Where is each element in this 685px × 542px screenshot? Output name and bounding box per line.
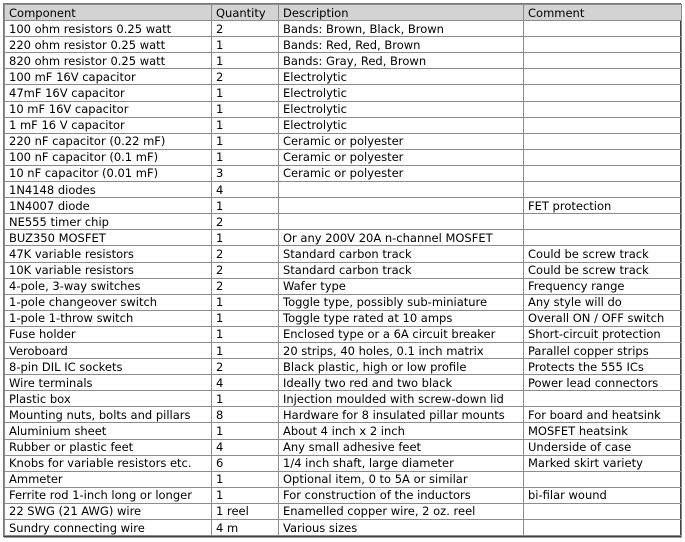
table-row bbox=[5, 520, 682, 536]
cell-component: 100 ohm resistors 0.25 watt bbox=[5, 21, 212, 37]
cell-comment: Short-circuit protection bbox=[524, 326, 682, 342]
table-row bbox=[5, 21, 682, 37]
cell-quantity: 1 bbox=[212, 471, 279, 487]
cell-comment bbox=[524, 53, 682, 69]
table-row bbox=[5, 391, 682, 407]
cell-description: Wafer type bbox=[279, 278, 524, 294]
cell-quantity: 6 bbox=[212, 455, 279, 471]
cell-comment: Parallel copper strips bbox=[524, 342, 682, 358]
cell-comment bbox=[524, 21, 682, 37]
cell-description: Electrolytic bbox=[279, 69, 524, 85]
cell-comment: Any style will do bbox=[524, 294, 682, 310]
cell-description: Electrolytic bbox=[279, 101, 524, 117]
cell-comment bbox=[524, 214, 682, 230]
cell-component: 1-pole 1-throw switch bbox=[5, 310, 212, 326]
cell-component: NE555 timer chip bbox=[5, 214, 212, 230]
cell-comment: Power lead connectors bbox=[524, 375, 682, 391]
cell-component: Ferrite rod 1-inch long or longer bbox=[5, 487, 212, 503]
table-row bbox=[5, 101, 682, 117]
cell-description: Or any 200V 20A n-channel MOSFET bbox=[279, 230, 524, 246]
cell-quantity: 4 bbox=[212, 439, 279, 455]
table-row bbox=[5, 359, 682, 375]
header-description: Description bbox=[279, 5, 524, 21]
cell-quantity: 1 bbox=[212, 198, 279, 214]
table-row bbox=[5, 294, 682, 310]
table-row bbox=[5, 117, 682, 133]
cell-comment bbox=[524, 520, 682, 536]
parts-list-body bbox=[5, 21, 682, 536]
cell-comment: Could be screw track bbox=[524, 262, 682, 278]
cell-component: Ammeter bbox=[5, 471, 212, 487]
cell-component: Fuse holder bbox=[5, 326, 212, 342]
table-row bbox=[5, 246, 682, 262]
table-row bbox=[5, 85, 682, 101]
table-row bbox=[5, 423, 682, 439]
cell-component: 220 ohm resistor 0.25 watt bbox=[5, 37, 212, 53]
table-row bbox=[5, 471, 682, 487]
cell-component: 47mF 16V capacitor bbox=[5, 85, 212, 101]
cell-description: Ceramic or polyester bbox=[279, 149, 524, 165]
cell-quantity: 2 bbox=[212, 214, 279, 230]
table-row bbox=[5, 69, 682, 85]
table-row bbox=[5, 326, 682, 342]
cell-comment: Could be screw track bbox=[524, 246, 682, 262]
table-row bbox=[5, 230, 682, 246]
table-row bbox=[5, 487, 682, 503]
cell-quantity: 2 bbox=[212, 278, 279, 294]
cell-description: Bands: Red, Red, Brown bbox=[279, 37, 524, 53]
cell-comment bbox=[524, 165, 682, 181]
table-row bbox=[5, 133, 682, 149]
cell-description: Bands: Gray, Red, Brown bbox=[279, 53, 524, 69]
cell-quantity: 1 bbox=[212, 53, 279, 69]
cell-quantity: 1 bbox=[212, 37, 279, 53]
cell-description: Electrolytic bbox=[279, 117, 524, 133]
cell-component: Knobs for variable resistors etc. bbox=[5, 455, 212, 471]
table-row bbox=[5, 342, 682, 358]
cell-quantity: 4 bbox=[212, 182, 279, 198]
table-row bbox=[5, 37, 682, 53]
cell-comment bbox=[524, 117, 682, 133]
cell-component: 1-pole changeover switch bbox=[5, 294, 212, 310]
cell-component: Sundry connecting wire bbox=[5, 520, 212, 536]
cell-quantity: 3 bbox=[212, 165, 279, 181]
parts-list-frame bbox=[3, 3, 681, 537]
cell-description bbox=[279, 182, 524, 198]
cell-quantity: 2 bbox=[212, 262, 279, 278]
cell-component: Wire terminals bbox=[5, 375, 212, 391]
cell-quantity: 8 bbox=[212, 407, 279, 423]
cell-description: Optional item, 0 to 5A or similar bbox=[279, 471, 524, 487]
table-row bbox=[5, 375, 682, 391]
cell-description: Standard carbon track bbox=[279, 246, 524, 262]
cell-component: Veroboard bbox=[5, 342, 212, 358]
cell-component: 10 mF 16V capacitor bbox=[5, 101, 212, 117]
cell-comment bbox=[524, 133, 682, 149]
cell-comment bbox=[524, 149, 682, 165]
cell-comment: Marked skirt variety bbox=[524, 455, 682, 471]
cell-component: Mounting nuts, bolts and pillars bbox=[5, 407, 212, 423]
cell-comment: Frequency range bbox=[524, 278, 682, 294]
cell-quantity: 1 bbox=[212, 101, 279, 117]
cell-comment: Protects the 555 ICs bbox=[524, 359, 682, 375]
cell-description: About 4 inch x 2 inch bbox=[279, 423, 524, 439]
cell-quantity: 1 bbox=[212, 230, 279, 246]
header-quantity: Quantity bbox=[212, 5, 279, 21]
cell-description: Bands: Brown, Black, Brown bbox=[279, 21, 524, 37]
cell-quantity: 1 bbox=[212, 117, 279, 133]
parts-list-table bbox=[4, 4, 682, 536]
cell-component: 22 SWG (21 AWG) wire bbox=[5, 503, 212, 519]
cell-description: Various sizes bbox=[279, 520, 524, 536]
cell-quantity: 1 bbox=[212, 391, 279, 407]
cell-comment: FET protection bbox=[524, 198, 682, 214]
cell-quantity: 2 bbox=[212, 246, 279, 262]
table-row bbox=[5, 407, 682, 423]
cell-component: 8-pin DIL IC sockets bbox=[5, 359, 212, 375]
cell-description: Ceramic or polyester bbox=[279, 165, 524, 181]
table-row bbox=[5, 149, 682, 165]
cell-quantity: 1 bbox=[212, 423, 279, 439]
cell-description: Ideally two red and two black bbox=[279, 375, 524, 391]
cell-description: Hardware for 8 insulated pillar mounts bbox=[279, 407, 524, 423]
cell-comment bbox=[524, 85, 682, 101]
cell-component: Plastic box bbox=[5, 391, 212, 407]
cell-quantity: 2 bbox=[212, 21, 279, 37]
table-row bbox=[5, 455, 682, 471]
cell-quantity: 1 bbox=[212, 294, 279, 310]
cell-comment: Underside of case bbox=[524, 439, 682, 455]
cell-quantity: 2 bbox=[212, 359, 279, 375]
table-row bbox=[5, 198, 682, 214]
cell-quantity: 2 bbox=[212, 69, 279, 85]
table-row bbox=[5, 310, 682, 326]
cell-comment bbox=[524, 503, 682, 519]
cell-description: 20 strips, 40 holes, 0.1 inch matrix bbox=[279, 342, 524, 358]
cell-description: Black plastic, high or low profile bbox=[279, 359, 524, 375]
cell-component: 820 ohm resistor 0.25 watt bbox=[5, 53, 212, 69]
table-row bbox=[5, 439, 682, 455]
table-row bbox=[5, 278, 682, 294]
cell-quantity: 1 reel bbox=[212, 503, 279, 519]
cell-component: 220 nF capacitor (0.22 mF) bbox=[5, 133, 212, 149]
table-row bbox=[5, 165, 682, 181]
cell-comment: MOSFET heatsink bbox=[524, 423, 682, 439]
cell-component: Aluminium sheet bbox=[5, 423, 212, 439]
cell-description: 1/4 inch shaft, large diameter bbox=[279, 455, 524, 471]
cell-component: Rubber or plastic feet bbox=[5, 439, 212, 455]
cell-description bbox=[279, 214, 524, 230]
cell-comment bbox=[524, 182, 682, 198]
cell-comment bbox=[524, 471, 682, 487]
cell-component: BUZ350 MOSFET bbox=[5, 230, 212, 246]
cell-description: Electrolytic bbox=[279, 85, 524, 101]
cell-component: 4-pole, 3-way switches bbox=[5, 278, 212, 294]
cell-quantity: 1 bbox=[212, 85, 279, 101]
cell-component: 10K variable resistors bbox=[5, 262, 212, 278]
cell-description: Toggle type, possibly sub-miniature bbox=[279, 294, 524, 310]
cell-description: Any small adhesive feet bbox=[279, 439, 524, 455]
header-component: Component bbox=[5, 5, 212, 21]
cell-quantity: 1 bbox=[212, 149, 279, 165]
cell-description bbox=[279, 198, 524, 214]
header-comment: Comment bbox=[524, 5, 682, 21]
cell-comment: For board and heatsink bbox=[524, 407, 682, 423]
cell-description: For construction of the inductors bbox=[279, 487, 524, 503]
cell-description: Enclosed type or a 6A circuit breaker bbox=[279, 326, 524, 342]
cell-description: Enamelled copper wire, 2 oz. reel bbox=[279, 503, 524, 519]
cell-comment: Overall ON / OFF switch bbox=[524, 310, 682, 326]
header-row bbox=[5, 5, 682, 21]
cell-quantity: 4 bbox=[212, 375, 279, 391]
cell-quantity: 1 bbox=[212, 310, 279, 326]
cell-comment: bi-filar wound bbox=[524, 487, 682, 503]
cell-component: 1 mF 16 V capacitor bbox=[5, 117, 212, 133]
cell-comment bbox=[524, 230, 682, 246]
cell-description: Standard carbon track bbox=[279, 262, 524, 278]
cell-quantity: 1 bbox=[212, 133, 279, 149]
cell-description: Toggle type rated at 10 amps bbox=[279, 310, 524, 326]
cell-component: 1N4148 diodes bbox=[5, 182, 212, 198]
table-row bbox=[5, 503, 682, 519]
table-row bbox=[5, 214, 682, 230]
cell-quantity: 1 bbox=[212, 326, 279, 342]
cell-component: 10 nF capacitor (0.01 mF) bbox=[5, 165, 212, 181]
cell-quantity: 1 bbox=[212, 487, 279, 503]
cell-comment bbox=[524, 391, 682, 407]
table-row bbox=[5, 182, 682, 198]
cell-quantity: 1 bbox=[212, 342, 279, 358]
cell-component: 100 mF 16V capacitor bbox=[5, 69, 212, 85]
cell-description: Injection moulded with screw-down lid bbox=[279, 391, 524, 407]
cell-component: 47K variable resistors bbox=[5, 246, 212, 262]
table-row bbox=[5, 53, 682, 69]
cell-quantity: 4 m bbox=[212, 520, 279, 536]
table-row bbox=[5, 262, 682, 278]
cell-component: 1N4007 diode bbox=[5, 198, 212, 214]
cell-comment bbox=[524, 69, 682, 85]
cell-description: Ceramic or polyester bbox=[279, 133, 524, 149]
cell-comment bbox=[524, 101, 682, 117]
cell-comment bbox=[524, 37, 682, 53]
cell-component: 100 nF capacitor (0.1 mF) bbox=[5, 149, 212, 165]
